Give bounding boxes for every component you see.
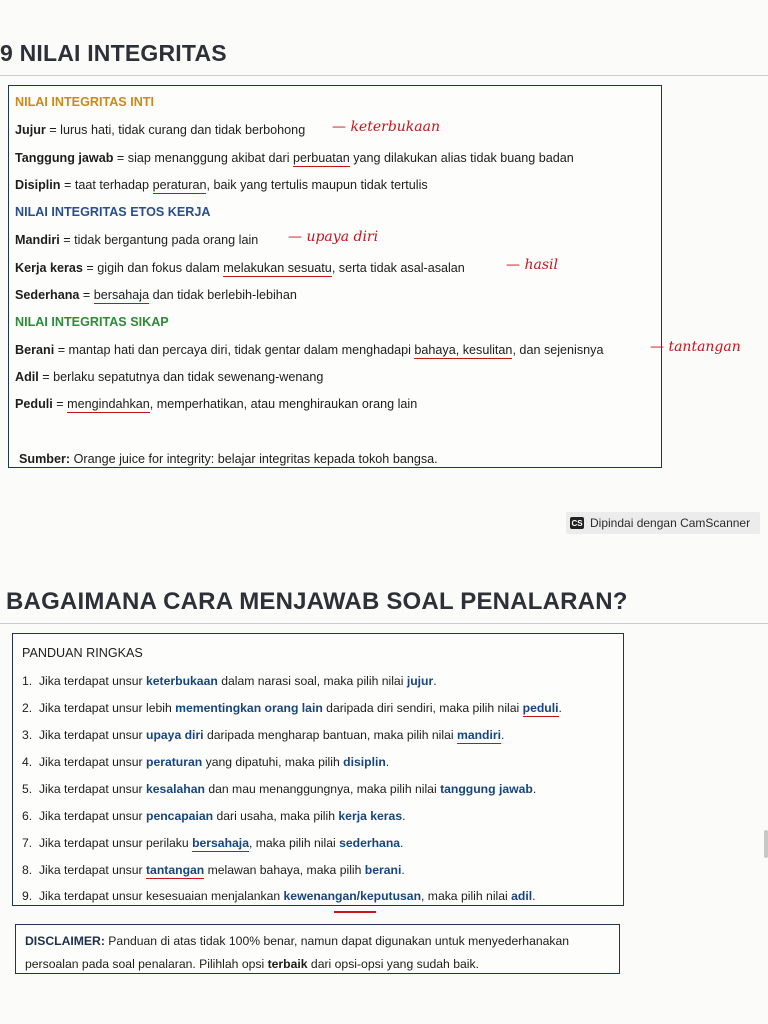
guide-step bbox=[22, 782, 536, 796]
guide-step bbox=[22, 674, 437, 688]
step-value: disiplin bbox=[343, 755, 386, 769]
step-text: Jika terdapat unsur bbox=[38, 809, 146, 823]
value-item-disiplin bbox=[15, 178, 428, 192]
step-text: Jika terdapat unsur lebih bbox=[38, 701, 176, 715]
step-end: . bbox=[402, 809, 406, 823]
value-definition: = lurus hati, tidak curang dan tidak berbohong bbox=[45, 123, 306, 137]
guide-step bbox=[22, 889, 536, 903]
step-text: Jika terdapat unsur bbox=[38, 728, 146, 742]
guide-step bbox=[22, 836, 403, 850]
scan-edge-mark bbox=[764, 830, 768, 858]
step-keyword: tantangan bbox=[146, 863, 205, 877]
value-definition: = bbox=[52, 397, 68, 411]
camscanner-icon: CS bbox=[571, 518, 583, 528]
value-item-peduli bbox=[15, 397, 417, 411]
value-definition-rest: , serta tidak asal-asalan bbox=[331, 261, 465, 275]
step-end: . bbox=[532, 889, 536, 903]
value-definition: = taat terhadap bbox=[60, 178, 153, 192]
step-text: Jika terdapat unsur bbox=[38, 755, 146, 769]
value-definition-rest: , memperhatikan, atau menghiraukan orang lain bbox=[149, 397, 418, 411]
underlined-phrase: peraturan bbox=[152, 178, 207, 192]
step-end: . bbox=[385, 755, 390, 769]
value-item-kerja-keras bbox=[15, 261, 465, 275]
step-value: sederhana bbox=[339, 836, 401, 850]
disclaimer-line-1 bbox=[25, 934, 569, 948]
disclaimer-text: Panduan di atas tidak 100% benar, namun dapat digunakan untuk menyederhanakan bbox=[104, 934, 570, 948]
step-end: . bbox=[558, 701, 562, 715]
value-term: Sederhana bbox=[15, 288, 80, 302]
value-term: Peduli bbox=[15, 397, 53, 411]
disclaimer-text: persoalan pada soal penalaran. Pilihlah opsi bbox=[25, 957, 268, 971]
step-number: 1. bbox=[22, 674, 33, 688]
step-keyword: upaya diri bbox=[146, 728, 204, 742]
step-text: daripada diri sendiri, maka pilih nilai bbox=[322, 701, 523, 715]
step-value: jujur bbox=[406, 674, 434, 688]
underlined-phrase: bersahaja bbox=[93, 288, 150, 302]
value-definition-rest: , dan sejenisnya bbox=[512, 343, 604, 357]
value-definition: = berlaku sepatutnya dan tidak sewenang-wenang bbox=[38, 370, 324, 384]
step-text: dari usaha, maka pilih bbox=[213, 809, 339, 823]
guide-step bbox=[22, 863, 405, 877]
camscanner-watermark bbox=[566, 512, 760, 534]
disclaimer-line-2 bbox=[25, 957, 479, 971]
value-term: Disiplin bbox=[15, 178, 61, 192]
source-text: Orange juice for integrity: belajar integritas kepada tokoh bangsa. bbox=[70, 452, 438, 466]
handwritten-note-tantangan: — tantangan bbox=[650, 339, 741, 355]
guide-step bbox=[22, 755, 389, 769]
step-text: Jika terdapat unsur bbox=[38, 782, 146, 796]
camscanner-text: Dipindai dengan CamScanner bbox=[590, 516, 751, 530]
source-citation bbox=[19, 452, 438, 466]
step-keyword: peraturan bbox=[146, 755, 203, 769]
value-term: Tanggung jawab bbox=[15, 151, 114, 165]
disclaimer-box bbox=[15, 924, 620, 974]
step-end: . bbox=[501, 728, 505, 742]
section-heading-etos-kerja: NILAI INTEGRITAS ETOS KERJA bbox=[15, 205, 211, 219]
step-number: 5. bbox=[22, 782, 33, 796]
step-number: 9. bbox=[22, 889, 33, 903]
step-text: , maka pilih nilai bbox=[248, 836, 340, 850]
underlined-phrase: mengindahkan bbox=[67, 397, 150, 411]
page-title-2: BAGAIMANA CARA MENJAWAB SOAL PENALARAN? bbox=[6, 588, 628, 615]
value-definition: = gigih dan fokus dalam bbox=[82, 261, 224, 275]
step-text: Jika terdapat unsur bbox=[38, 674, 146, 688]
value-definition: = tidak bergantung pada orang lain bbox=[59, 233, 259, 247]
step-end: . bbox=[400, 836, 404, 850]
step-value: berani bbox=[364, 863, 402, 877]
note-text: hasil bbox=[524, 257, 558, 273]
value-term: Berani bbox=[15, 343, 55, 357]
step-end: . bbox=[532, 782, 537, 796]
disclaimer-emphasis: terbaik bbox=[267, 957, 308, 971]
note-text: keterbukaan bbox=[350, 119, 440, 135]
note-text: upaya diri bbox=[306, 229, 379, 245]
section-heading-inti: NILAI INTEGRITAS INTI bbox=[15, 95, 154, 109]
step-number: 2. bbox=[22, 701, 33, 715]
value-definition-rest: , baik yang tertulis maupun tidak tertulis bbox=[206, 178, 428, 192]
step-keyword: bersahaja bbox=[192, 836, 249, 850]
value-term: Jujur bbox=[15, 123, 46, 137]
section-heading-sikap: NILAI INTEGRITAS SIKAP bbox=[15, 315, 169, 329]
guide-step bbox=[22, 701, 562, 715]
value-definition-rest: yang dilakukan alias tidak buang badan bbox=[349, 151, 574, 165]
step-number: 8. bbox=[22, 863, 33, 877]
value-definition: = mantap hati dan percaya diri, tidak gentar dalam menghadapi bbox=[54, 343, 415, 357]
integrity-values-box bbox=[8, 85, 662, 468]
underlined-phrase: bahaya, kesulitan bbox=[414, 343, 513, 357]
step-value: peduli bbox=[522, 701, 559, 715]
value-definition: = siap menanggung akibat dari bbox=[113, 151, 294, 165]
title-divider-2 bbox=[0, 623, 768, 624]
step-value: kerja keras bbox=[338, 809, 403, 823]
step-keyword: kesalahan bbox=[146, 782, 205, 796]
step-value: tanggung jawab bbox=[440, 782, 533, 796]
guide-box bbox=[12, 633, 624, 906]
step-value: mandiri bbox=[456, 728, 502, 742]
title-divider bbox=[0, 75, 768, 76]
guide-step bbox=[22, 728, 504, 742]
step-number: 3. bbox=[22, 728, 33, 742]
value-item-berani bbox=[15, 343, 603, 357]
value-item-tanggung-jawab bbox=[15, 151, 574, 165]
handwritten-note-hasil: — hasil bbox=[506, 257, 558, 273]
value-item-mandiri bbox=[15, 233, 258, 247]
value-definition-rest: dan tidak berlebih-lebihan bbox=[149, 288, 297, 302]
step-keyword: pencapaian bbox=[146, 809, 214, 823]
value-term: Adil bbox=[15, 370, 39, 384]
step-keyword: mementingkan orang lain bbox=[175, 701, 323, 715]
step-text: daripada mengharap bantuan, maka pilih nilai bbox=[203, 728, 457, 742]
note-text: tantangan bbox=[668, 339, 741, 355]
page-title: 9 NILAI INTEGRITAS bbox=[0, 40, 227, 66]
handwritten-note-upaya-diri: — upaya diri bbox=[288, 229, 379, 245]
step-text: melawan bahaya, maka pilih bbox=[204, 863, 365, 877]
guide-heading: PANDUAN RINGKAS bbox=[22, 646, 143, 660]
step-keyword: keterbukaan bbox=[146, 674, 218, 688]
handwritten-note-keterbukaan: — keterbukaan bbox=[332, 119, 440, 135]
step-value: adil bbox=[511, 889, 533, 903]
disclaimer-label: DISCLAIMER: bbox=[25, 934, 105, 948]
value-item-sederhana bbox=[15, 288, 297, 302]
value-definition: = bbox=[79, 288, 94, 302]
source-label: Sumber: bbox=[19, 452, 71, 466]
guide-step bbox=[22, 809, 406, 823]
step-end: . bbox=[401, 863, 405, 877]
step-text: dan mau menanggungnya, maka pilih nilai bbox=[204, 782, 441, 796]
underlined-phrase: melakukan sesuatu bbox=[223, 261, 332, 275]
step-text: yang dipatuhi, maka pilih bbox=[202, 755, 344, 769]
step-text: dalam narasi soal, maka pilih nilai bbox=[217, 674, 407, 688]
value-item-jujur bbox=[15, 123, 305, 137]
step-keyword: kewenangan/keputusan bbox=[283, 889, 422, 903]
handwritten-underline bbox=[334, 911, 376, 913]
step-text: Jika terdapat unsur bbox=[38, 863, 146, 877]
step-number: 4. bbox=[22, 755, 33, 769]
underlined-phrase: perbuatan bbox=[293, 151, 350, 165]
step-text: Jika terdapat unsur kesesuaian menjalankan bbox=[38, 889, 284, 903]
step-end: . bbox=[433, 674, 437, 688]
value-term: Kerja keras bbox=[15, 261, 83, 275]
value-term: Mandiri bbox=[15, 233, 60, 247]
step-text: , maka pilih nilai bbox=[421, 889, 512, 903]
step-number: 7. bbox=[22, 836, 33, 850]
step-text: Jika terdapat unsur perilaku bbox=[38, 836, 193, 850]
value-item-adil bbox=[15, 370, 323, 384]
disclaimer-text: dari opsi-opsi yang sudah baik. bbox=[307, 957, 479, 971]
step-number: 6. bbox=[22, 809, 33, 823]
